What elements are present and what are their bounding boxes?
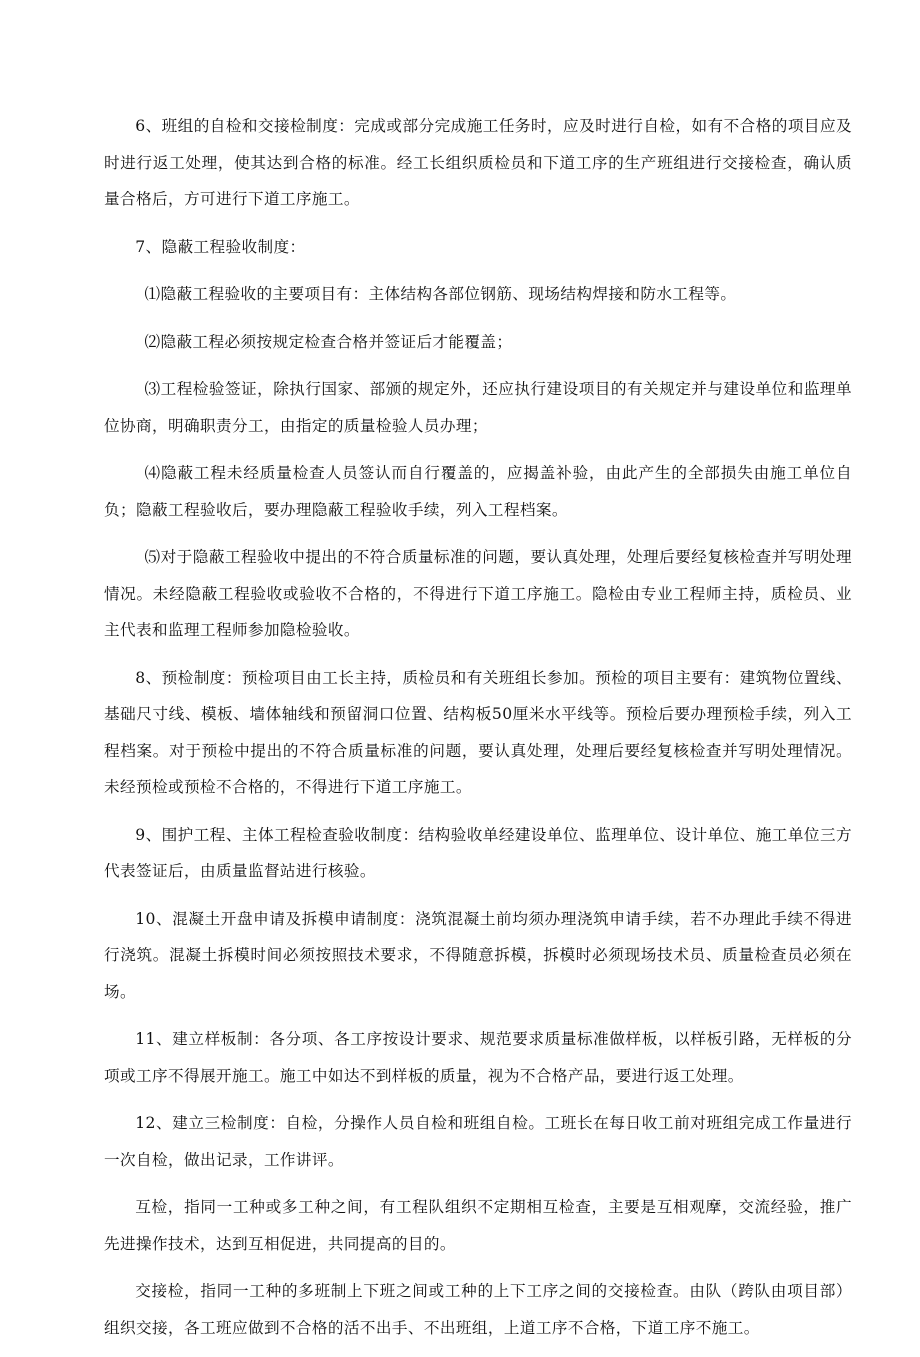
paragraph-8-precheck: 8、预检制度：预检项目由工长主持，质检员和有关班组长参加。预检的项目主要有：建筑物位置线、基础尺寸线、模板、墙体轴线和预留洞口位置、结构板50厘米水平线等。预检后要办理预检手续，列入工程档案。对于预检中提出的不符合质量标准的问题，要认真处理，处理后要经复核检查并写明处理情况。未经预检或预检不合格的，不得进行下道工序施工。 (104, 668, 852, 796)
paragraph-mutual-check: 互检，指同一工种或多工种之间，有工程队组织不定期相互检查，主要是互相观摩，交流经验，推广先进操作技术，达到互相促进，共同提高的目的。 (104, 1198, 852, 1253)
paragraph-11-sample: 11、建立样板制：各分项、各工序按设计要求、规范要求质量标准做样板，以样板引路，无样板的分项或工序不得展开施工。施工中如达不到样板的质量，视为不合格产品，要进行返工处理。 (104, 1030, 852, 1085)
paragraph-10-concrete: 10、混凝土开盘申请及拆模申请制度：浇筑混凝土前均须办理浇筑申请手续，若不办理此手续不得进行浇筑。混凝土拆模时间必须按照技术要求，不得随意拆模，拆模时必须现场技术员、质量检查员必须在场。 (104, 909, 852, 1001)
paragraph-7-item-4: ⑷隐蔽工程未经质量检查人员签认而自行覆盖的，应揭盖补验，由此产生的全部损失由施工单位自负；隐蔽工程验收后，要办理隐蔽工程验收手续，列入工程档案。 (104, 464, 852, 519)
paragraph-handover-check: 交接检，指同一工种的多班制上下班之间或工种的上下工序之间的交接检查。由队（跨队由项目部）组织交接，各工班应做到不合格的活不出手、不出班组，上道工序不合格，下道工序不施工。 (104, 1282, 852, 1337)
paragraph-7-item-1: ⑴隐蔽工程验收的主要项目有：主体结构各部位钢筋、现场结构焊接和防水工程等。 (144, 285, 737, 303)
paragraph-7-heading: 7、隐蔽工程验收制度： (135, 237, 306, 256)
paragraph-7-item-5: ⑸对于隐蔽工程验收中提出的不符合质量标准的问题，要认真处理，处理后要经复核检查并写明处理情况。未经隐蔽工程验收或验收不合格的，不得进行下道工序施工。隐检由专业工程师主持，质检员、业主代表和监理工程师参加隐检验收。 (104, 548, 852, 639)
document-body (104, 108, 852, 1357)
paragraph-12-three-checks: 12、建立三检制度：自检，分操作人员自检和班组自检。工班长在每日收工前对班组完成工作量进行一次自检，做出记录，工作讲评。 (104, 1114, 852, 1169)
paragraph-9-acceptance: 9、围护工程、主体工程检查验收制度：结构验收单经建设单位、监理单位、设计单位、施工单位三方代表签证后，由质量监督站进行核验。 (104, 825, 852, 880)
paragraph-7-item-3: ⑶工程检验签证，除执行国家、部颁的规定外，还应执行建设项目的有关规定并与建设单位和监理单位协商，明确职责分工，由指定的质量检验人员办理； (104, 380, 852, 435)
paragraph-6-self-check: 6、班组的自检和交接检制度：完成或部分完成施工任务时，应及时进行自检，如有不合格的项目应及时进行返工处理，使其达到合格的标准。经工长组织质检员和下道工序的生产班组进行交接检查，确认质量合格后，方可进行下道工序施工。 (104, 117, 852, 208)
paragraph-7-item-2: ⑵隐蔽工程必须按规定检查合格并签证后才能覆盖； (144, 332, 513, 351)
